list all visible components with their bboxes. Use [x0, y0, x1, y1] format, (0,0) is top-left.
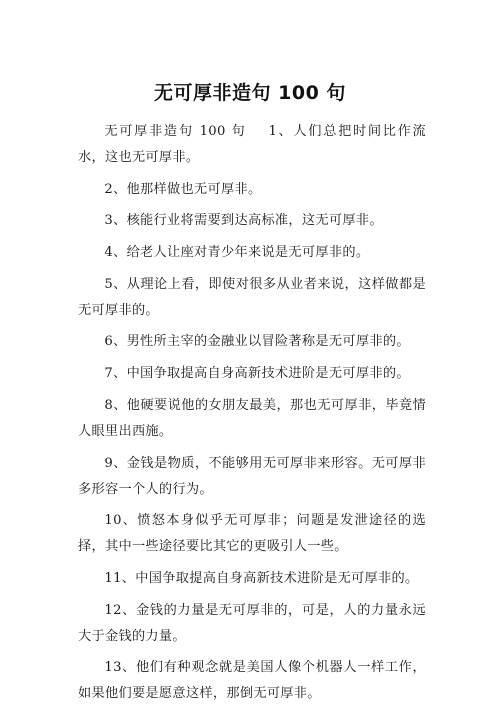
sentence-1: 1、人们总把时间比作流水，这也无可厚非。 [78, 124, 426, 165]
sentence-2: 2、他那样做也无可厚非。 [104, 181, 262, 197]
sentence-4: 4、给老人让座对青少年来说是无可厚非的。 [104, 245, 370, 261]
document-title: 无可厚非造句 100 句 [154, 82, 346, 104]
sentence-6: 6、男性所主宰的金融业以冒险著称是无可厚非的。 [104, 334, 410, 350]
sentence-11: 11、中国争取提高自身高新技术进阶是无可厚非的。 [104, 570, 419, 586]
sentence-7: 7、中国争取提高自身高新技术进阶是无可厚非的。 [104, 366, 410, 382]
sentence-10: 10、愤怒本身似乎无可厚非；问题是发泄途径的选择，其中一些途径要比其它的更吸引人一些。 [78, 513, 426, 555]
sentence-3: 3、核能行业将需要到达高标准，这无可厚非。 [104, 213, 383, 229]
sentence-12: 12、金钱的力量是无可厚非的，可是，人的力量永远大于金钱的力量。 [78, 602, 426, 644]
sentence-8: 8、他硬要说他的女朋友最美，那也无可厚非，毕竟情人眼里出西施。 [78, 397, 426, 439]
sentence-13: 13、他们有种观念就是美国人像个机器人一样工作，如果他们要是愿意这样，那倒无可厚非。 [78, 660, 426, 702]
sentence-9: 9、金钱是物质，不能够用无可厚非来形容。无可厚非多形容一个人的行为。 [78, 455, 426, 497]
sentence-5: 5、从理论上看，即使对很多从业者来说，这样做都是无可厚非的。 [78, 276, 426, 318]
document-body [78, 119, 426, 713]
intro-paragraph [78, 119, 426, 171]
intro-text: 无可厚非造句 100 句 [104, 124, 247, 139]
